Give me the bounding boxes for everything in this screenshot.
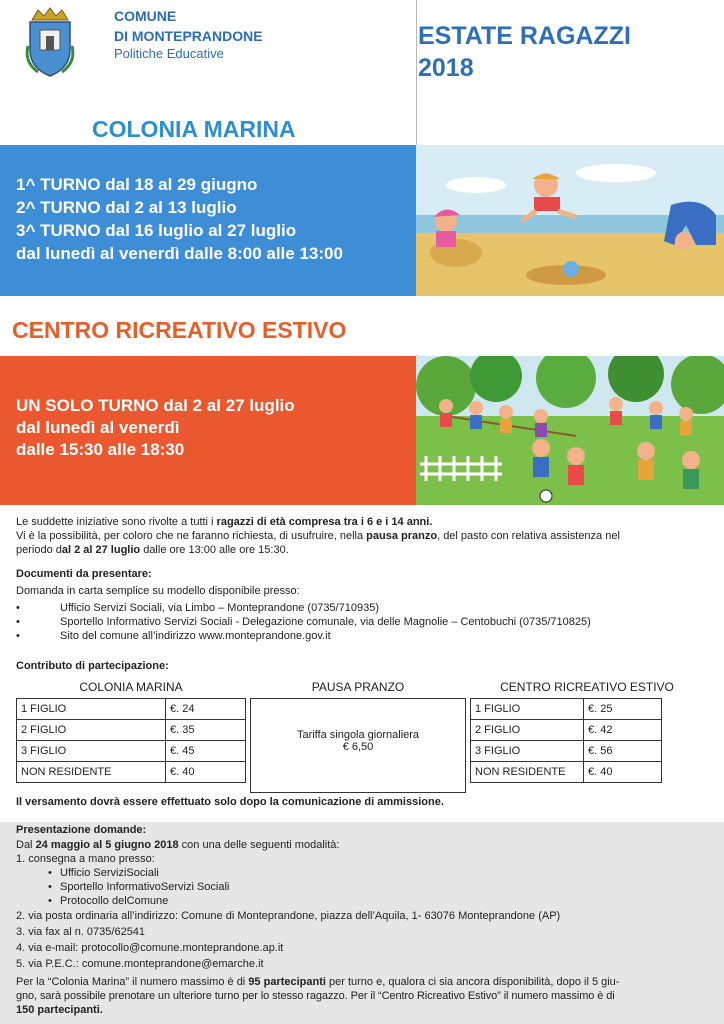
table-row (471, 741, 662, 762)
table-row (17, 741, 246, 762)
pausa-table-header: PAUSA PRANZO (311, 680, 405, 694)
bullet-icon: • (48, 895, 52, 907)
intro-paragraph-2 (16, 530, 620, 542)
colonia-table-header: COLONIA MARINA (79, 680, 183, 694)
table-row (251, 699, 466, 793)
presentazione-text: con una delle seguenti modalità: (178, 839, 340, 851)
intro-text: Vi è la possibilità, per coloro che ne faranno richiesta, di usufruire, nella (16, 530, 367, 542)
intro-text-bold: al 2 al 27 luglio (61, 544, 141, 556)
colonia-band (0, 145, 416, 296)
intro-text: Le suddette iniziative sono rivolte a tutti i (16, 516, 217, 528)
final-note-line1 (16, 976, 619, 988)
page-title: ESTATE RAGAZZI (418, 22, 631, 50)
fee-label: 1 FIGLIO (471, 699, 584, 720)
table-row (471, 720, 662, 741)
centro-line: dalle 15:30 alle 18:30 (16, 440, 185, 459)
fee-value: €. 56 (584, 741, 662, 762)
colonia-line: 2^ TURNO dal 2 al 13 luglio (16, 198, 237, 217)
intro-paragraph-3 (16, 544, 289, 556)
presentazione-text: Dal (16, 839, 36, 851)
presentazione-text-bold: 95 partecipanti (248, 976, 326, 988)
fee-value: €. 24 (166, 699, 246, 720)
bullet-icon: • (48, 867, 52, 879)
payment-note: Il versamento dovrà essere effettuato solo dopo la comunicazione di ammissione. (16, 796, 444, 808)
presentazione-step: 5. via P.E.C.: comune.monteprandone@emarche.it (16, 958, 264, 970)
fee-value: €. 40 (584, 762, 662, 783)
pausa-fee-table (250, 698, 466, 793)
intro-text: periodo d (16, 544, 62, 556)
documenti-item: Ufficio Servizi Sociali, via Limbo – Monteprandone (0735/710935) (60, 602, 379, 614)
park-kids-illustration (416, 356, 724, 505)
colonia-line: 3^ TURNO dal 16 luglio al 27 luglio (16, 221, 297, 240)
beach-kids-illustration (416, 145, 724, 296)
presentazione-step: 4. via e-mail: protocollo@comune.monteprandone.ap.it (16, 942, 284, 954)
fee-label: NON RESIDENTE (17, 762, 166, 783)
presentazione-subitem: Sportello InformativoServizi Sociali (60, 881, 230, 893)
contributo-heading: Contributo di partecipazione: (16, 660, 169, 672)
bullet-icon: • (16, 602, 20, 614)
fee-value: €. 45 (166, 741, 246, 762)
org-name-line1: COMUNE (114, 8, 177, 24)
presentazione-text: Per la “Colonia Marina” il numero massimo è di (16, 976, 249, 988)
presentazione-subitem: Ufficio ServiziSociali (60, 867, 159, 879)
documenti-item: Sito del comune all’indirizzo www.monteprandone.gov.it (60, 630, 331, 642)
centro-line: UN SOLO TURNO dal 2 al 27 luglio (16, 396, 295, 415)
fee-value: €. 40 (166, 762, 246, 783)
final-note-line2: gno, sarà possibile prenotare un ulteriore turno per lo stesso ragazzo. Per il “Centro Ricreativo Estivo” il numero massimo è di (16, 990, 615, 1002)
pausa-fee-cell (251, 699, 466, 793)
table-row (471, 699, 662, 720)
centro-line: dal lunedì al venerdì (16, 418, 180, 437)
table-row (17, 720, 246, 741)
presentazione-text-bold: 150 partecipanti (16, 1004, 100, 1016)
presentazione-section (0, 822, 724, 1024)
colonia-fee-table (16, 698, 246, 783)
fee-label: 3 FIGLIO (471, 741, 584, 762)
table-row (471, 762, 662, 783)
centro-band (0, 356, 416, 505)
municipal-crest-logo (24, 6, 76, 78)
presentazione-subitem: Protocollo delComune (60, 895, 169, 907)
fee-value: €. 42 (584, 720, 662, 741)
bullet-icon: • (16, 630, 20, 642)
centro-heading: CENTRO RICREATIVO ESTIVO (12, 317, 347, 343)
centro-fee-table (470, 698, 662, 783)
centro-table-header: CENTRO RICREATIVO ESTIVO (500, 680, 674, 694)
presentazione-step: 3. via fax al n. 0735/62541 (16, 926, 146, 938)
fee-label: NON RESIDENTE (471, 762, 584, 783)
bullet-icon: • (48, 881, 52, 893)
final-note-line3 (16, 1004, 103, 1016)
presentazione-step: 1. consegna a mano presso: (16, 853, 155, 865)
page-year: 2018 (418, 54, 474, 82)
colonia-line: 1^ TURNO dal 18 al 29 giugno (16, 175, 258, 194)
pausa-fee-label: Tariffa singola giornaliera (296, 728, 420, 741)
org-department: Politiche Educative (114, 46, 224, 61)
intro-text: , del pasto con relativa assistenza nel (437, 530, 620, 542)
fee-label: 1 FIGLIO (17, 699, 166, 720)
presentazione-step: 2. via posta ordinaria all’indirizzo: Comune di Monteprandone, piazza dell’Aquila, 1- 63076 Monteprandone (AP) (16, 910, 561, 922)
fee-label: 3 FIGLIO (17, 741, 166, 762)
intro-text-bold: ragazzi di età compresa tra i 6 e i 14 anni. (216, 516, 433, 528)
presentazione-text: per turno e, qualora ci sia ancora disponibilità, dopo il 5 giu- (325, 976, 620, 988)
org-name-line2: DI MONTEPRANDONE (114, 28, 263, 44)
presentazione-heading: Presentazione domande: (16, 824, 147, 836)
bullet-icon: • (16, 616, 20, 628)
fee-label: 2 FIGLIO (17, 720, 166, 741)
intro-text-bold: pausa pranzo (366, 530, 438, 542)
intro-paragraph-1 (16, 516, 432, 528)
presentazione-dates (16, 839, 339, 851)
presentazione-text-bold: 24 maggio al 5 giugno 2018 (35, 839, 179, 851)
fee-label: 2 FIGLIO (471, 720, 584, 741)
table-row (17, 762, 246, 783)
documenti-intro: Domanda in carta semplice su modello disponibile presso: (16, 585, 300, 597)
documenti-item: Sportello Informativo Servizi Sociali - Delegazione comunale, via delle Magnolie – Centobuchi (0735/710825) (60, 616, 591, 628)
colonia-line: dal lunedì al venerdì dalle 8:00 alle 13:00 (16, 244, 343, 263)
intro-text: dalle ore 13:00 alle ore 15:30. (140, 544, 289, 556)
fee-value: €. 35 (166, 720, 246, 741)
pausa-fee-value: € 6,50 (342, 740, 374, 753)
colonia-heading: COLONIA MARINA (92, 116, 296, 142)
presentazione-text: . (99, 1004, 103, 1016)
table-row (17, 699, 246, 720)
documenti-heading: Documenti da presentare: (16, 568, 152, 580)
fee-value: €. 25 (584, 699, 662, 720)
